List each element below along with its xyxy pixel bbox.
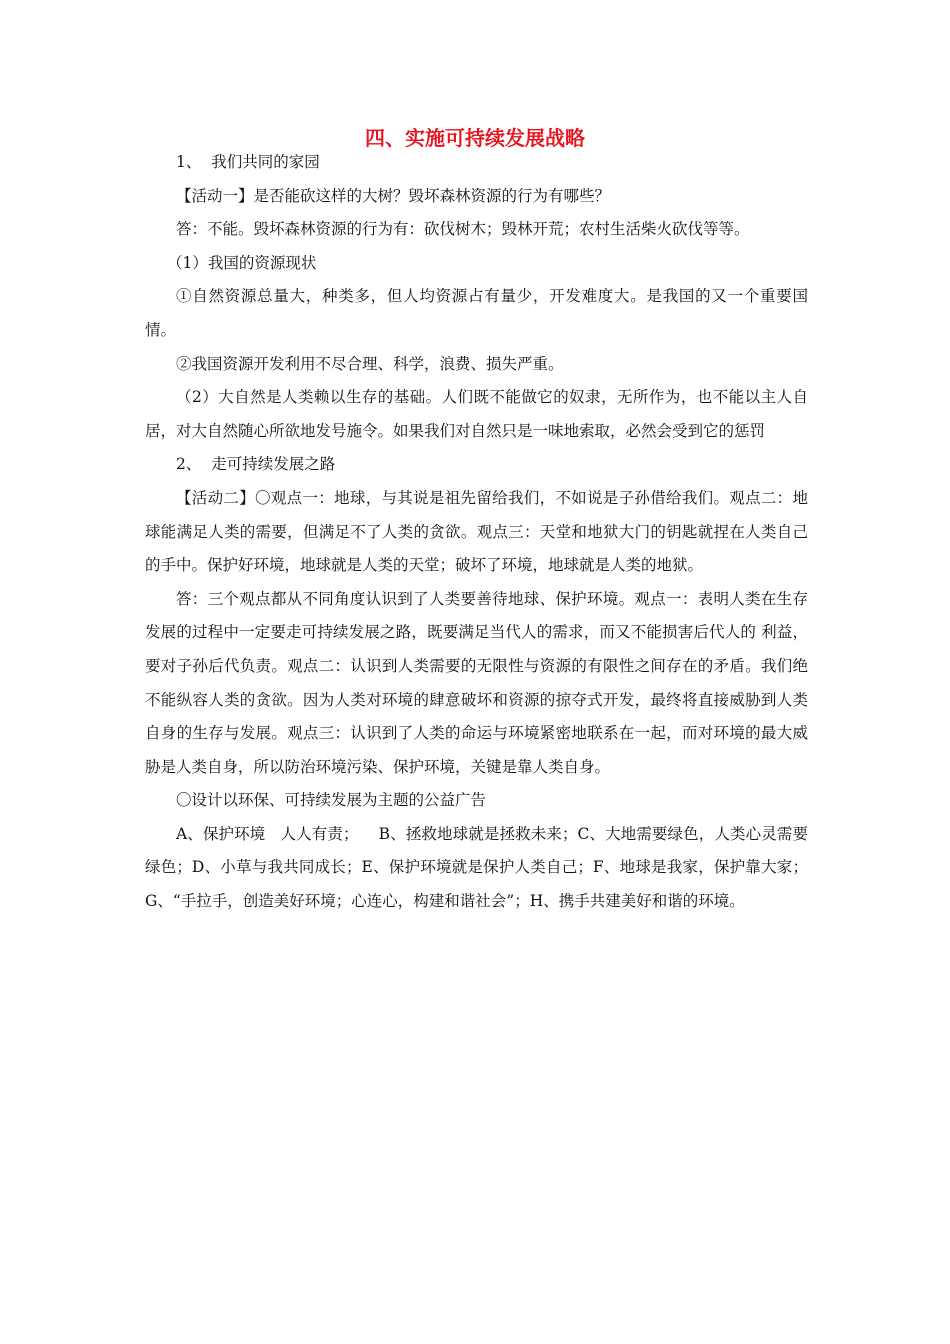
subheading-resource-status: （1）我国的资源现状: [167, 253, 317, 272]
resource-point-1: ①自然资源总量大，种类多，但人均资源占有量少，开发难度大。是我国的又一个重要国情。: [145, 287, 808, 339]
section-heading-1: 1、 我们共同的家园: [176, 153, 320, 171]
activity-two-viewpoints: 【活动二】〇观点一：地球，与其说是祖先留给我们，不如说是子孙借给我们。观点二：地球能满足人类的需要，但满足不了人类的贪欲。观点三：天堂和地狱大门的钥匙就捏在人类自己的手中。保护好环境，地球就是人类的天堂；破坏了环境，地球就是人类的地狱。: [145, 488, 808, 575]
section-heading-2: 2、 走可持续发展之路: [176, 455, 336, 474]
activity-one-answer: 答：不能。毁坏森林资源的行为有：砍伐树木；毁林开荒；农村生活柴火砍伐等等。: [176, 220, 750, 239]
activity-two-answer: 答：三个观点都从不同角度认识到了人类要善待地球、保护环境。观点一：表明人类在生存发展的过程中一定要走可持续发展之路，既要满足当代人的需求，而又不能损害后代人的 利益，要对子孙后代负责。观点二：认识到人类需要的无限性与资源的有限性之间存在的矛盾。我们绝不能纵容人类的贪欲。因为人类对环境的肆意破坏和资源的掠夺式开发，最终将直接威胁到人类自身的生存与发展。观点三：认识到了人类的命运与环境紧密地联系在一起，而对环境的最大威胁是人类自身，所以防治环境污染、保护环境，关键是靠人类自身。: [145, 589, 808, 776]
resource-point-2: ②我国资源开发利用不尽合理、科学，浪费、损失严重。: [176, 354, 564, 373]
activity-one-question: 【活动一】是否能砍这样的大树？毁坏森林资源的行为有哪些？: [176, 186, 611, 205]
document-body: [145, 146, 808, 919]
nature-paragraph: （2）大自然是人类赖以生存的基础。人们既不能做它的奴隶，无所作为，也不能以主人自居，对大自然随心所欲地发号施令。如果我们对自然只是一味地索取，必然会受到它的惩罚: [145, 388, 808, 440]
document-title: 四、实施可持续发展战略: [365, 126, 585, 150]
ad-slogans: A、保护环境 人人有责； B、拯救地球就是拯救未来；C、大地需要绿色，人类心灵需要绿色；D、小草与我共同成长；E、保护环境就是保护人类自己；F、地球是我家，保护靠大家；G、“手拉手，创造美好环境；心连心，构建和谐社会”；H、携手共建美好和谐的环境。: [145, 824, 808, 911]
ad-design-heading: 〇设计以环保、可持续发展为主题的公益广告: [176, 791, 487, 810]
